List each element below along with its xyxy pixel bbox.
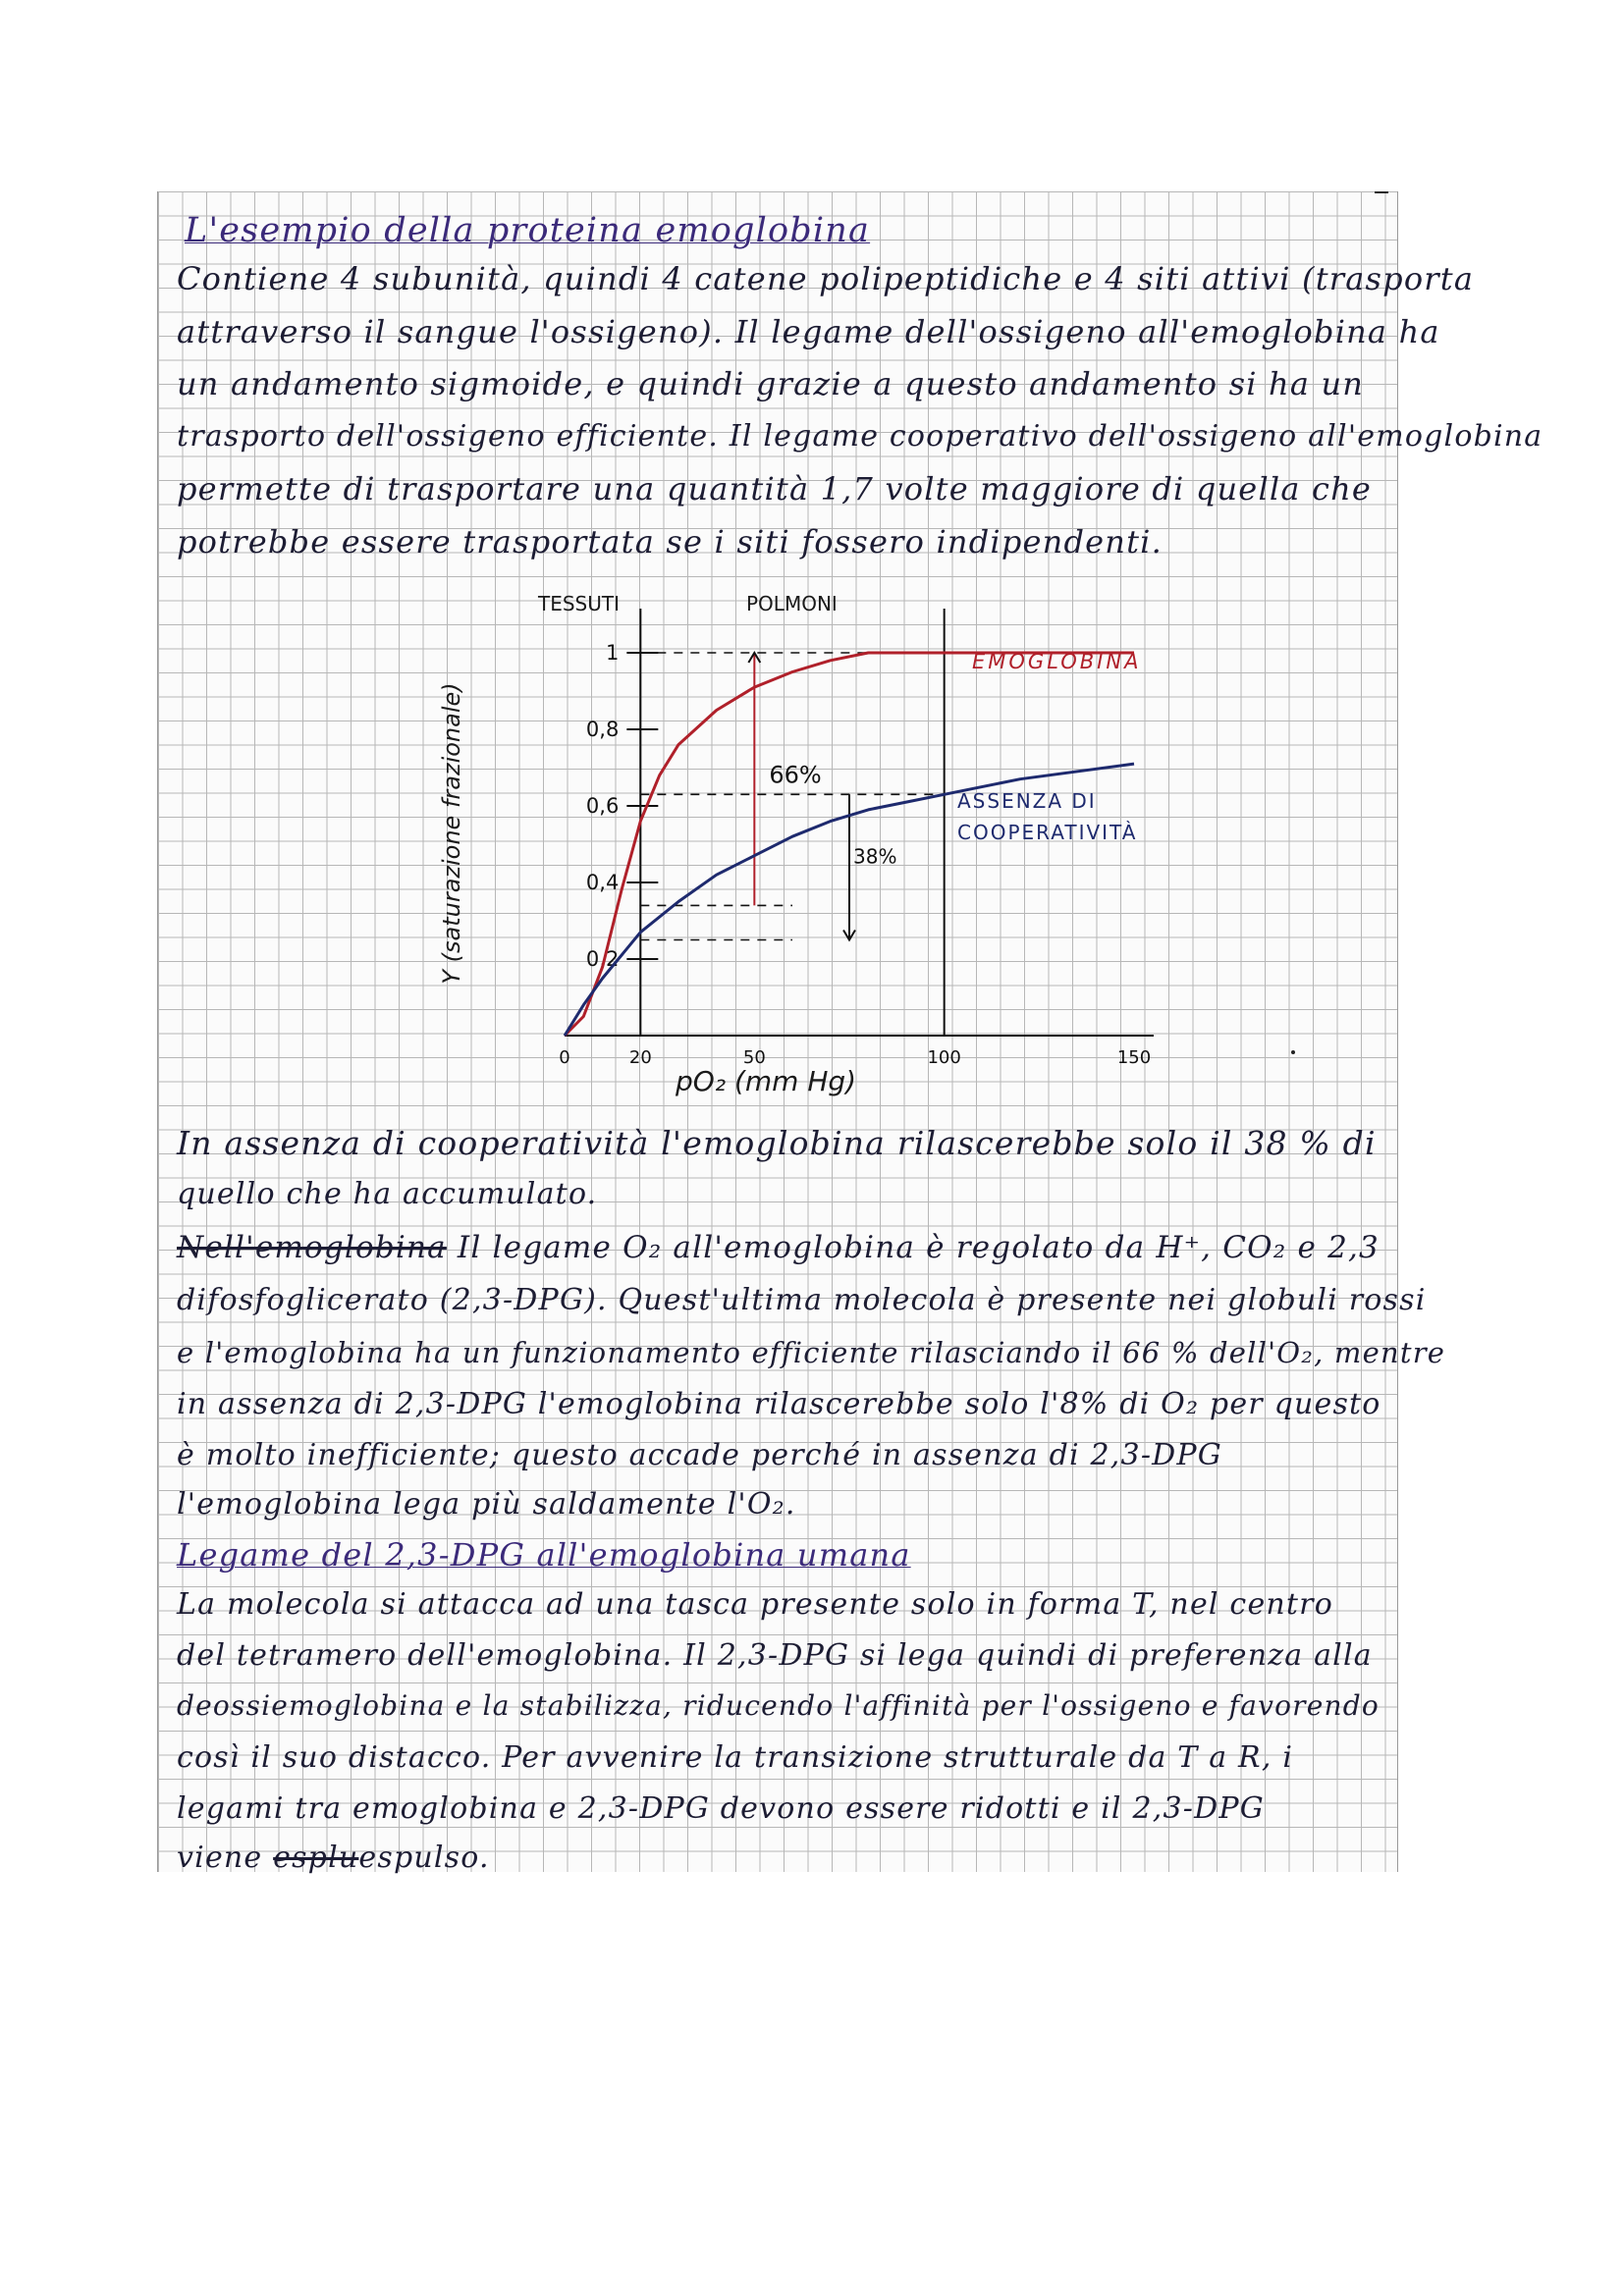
paragraph3-line: La molecola si attacca ad una tasca presente solo in forma T, nel centro [177,1587,1333,1622]
annotation-38: 38% [853,844,897,869]
annotation-66: 66% [769,761,822,789]
paragraph3-line: deossiemoglobina e la stabilizza, riducendo l'affinità per l'ossigeno e favorendo [177,1689,1380,1722]
y-tick-label: 1 [605,641,620,665]
legend-emoglobina: EMOGLOBINA [972,650,1142,673]
y-tick-label: 0,8 [585,718,620,741]
paragraph3-line: legami tra emoglobina e 2,3-DPG devono essere ridotti e il 2,3-DPG [177,1791,1265,1826]
y-tick-label: 0,2 [585,947,620,971]
x-axis-label: pO₂ (mm Hg) [676,1065,857,1097]
top-label-tessuti: TESSUTI [538,592,620,615]
stray-dot [1291,1050,1295,1054]
paragraph2-line: difosfoglicerato (2,3-DPG). Quest'ultima molecola è presente nei globuli rossi [177,1283,1427,1317]
paragraph2-line: e l'emoglobina ha un funzionamento efficiente rilasciando il 66 % dell'O₂, mentre [177,1336,1446,1369]
legend-assenza [957,785,1173,848]
top-label-polmoni: POLMONI [746,592,838,615]
paragraph2-first-line [177,1230,1380,1265]
intro-line: permette di trasportare una quantità 1,7 volte maggiore di quella che [177,470,1373,507]
y-tick-label: 0,6 [585,794,620,818]
struck-word: Nell'emoglobina [177,1230,447,1265]
intro-line: trasporto dell'ossigeno efficiente. Il legame cooperativo dell'ossigeno all'emoglobina [177,419,1543,454]
paragraph3-line: del tetramero dell'emoglobina. Il 2,3-DPG si lega quindi di preferenza alla [177,1638,1373,1673]
paragraph2-line: l'emoglobina lega più saldamente l'O₂. [177,1487,796,1522]
y-axis-label: Y (saturazione frazionale) [438,682,465,985]
intro-line: attraverso il sangue l'ossigeno). Il legame dell'ossigeno all'emoglobina ha [177,313,1440,350]
after-chart-line: In assenza di cooperatività l'emoglobina rilascerebbe solo il 38 % di [177,1124,1377,1162]
last-line-suffix: espulso. [358,1841,490,1875]
paragraph3-line: così il suo distacco. Per avvenire la transizione strutturale da T a R, i [177,1740,1294,1775]
paragraph2-line: in assenza di 2,3-DPG l'emoglobina rilascerebbe solo l'8% di O₂ per questo [177,1387,1381,1421]
last-line-struck: esplu [273,1841,359,1875]
intro-line: un andamento sigmoide, e quindi grazie a questo andamento si ha un [177,365,1365,402]
paragraph2-line: è molto inefficiente; questo accade perché in assenza di 2,3-DPG [177,1438,1222,1472]
corner-mark [1375,191,1388,193]
paragraph3-last-line [177,1843,490,1873]
last-line-prefix: viene [177,1841,263,1875]
x-tick-label: 0 [559,1047,570,1068]
legend-assenza-text: ASSENZA DI COOPERATIVITÀ [957,789,1138,844]
x-tick-label: 100 [927,1047,961,1068]
x-tick-label: 150 [1116,1047,1152,1068]
page-title: L'esempio della proteina emoglobina [185,211,871,250]
x-tick-label: 50 [742,1047,766,1068]
paragraph2-first-text: Il legame O₂ all'emoglobina è regolato da H⁺, CO₂ e 2,3 [457,1230,1380,1265]
after-chart-line: quello che ha accumulato. [177,1177,598,1211]
y-tick-label: 0,4 [585,871,620,894]
intro-line: potrebbe essere trasportata se i siti fossero indipendenti. [177,523,1163,561]
x-tick-label: 20 [628,1047,652,1068]
section-subtitle: Legame del 2,3-DPG all'emoglobina umana [177,1536,911,1574]
intro-line: Contiene 4 subunità, quindi 4 catene polipeptidiche e 4 siti attivi (trasporta [177,260,1475,297]
